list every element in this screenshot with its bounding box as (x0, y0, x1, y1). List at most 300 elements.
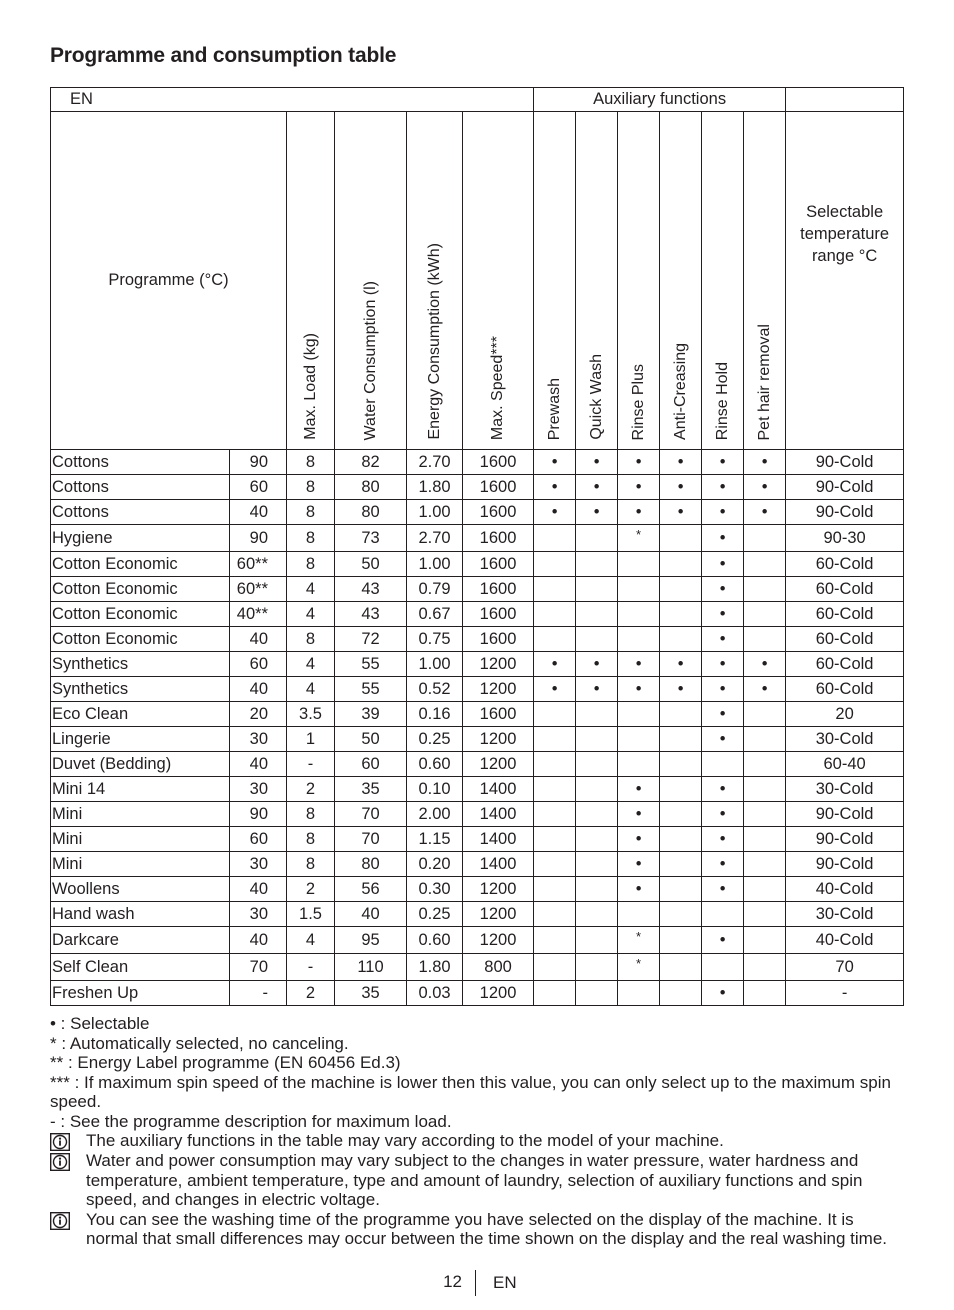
energy-consumption-cell: 0.20 (407, 852, 463, 877)
rinse-hold-cell: • (702, 827, 744, 852)
prewash-cell (534, 702, 576, 727)
anti-creasing-cell (660, 981, 702, 1006)
pet-hair-removal-cell (744, 727, 786, 752)
pet-hair-removal-cell: • (744, 450, 786, 475)
programme-temp-cell: 40 (230, 877, 287, 902)
page-footer (0, 1270, 954, 1296)
pet-hair-removal-cell (744, 552, 786, 577)
programme-temp-cell: 30 (230, 852, 287, 877)
info-note-text: The auxiliary functions in the table may vary according to the model of your machine. (86, 1131, 724, 1150)
energy-consumption-cell: 2.00 (407, 802, 463, 827)
programme-temp-cell: 60 (230, 652, 287, 677)
prewash-header-label: Prewash (545, 377, 563, 440)
programme-temp-cell: 40 (230, 677, 287, 702)
programme-temp-cell: 40 (230, 752, 287, 777)
table-row (51, 652, 904, 677)
table-row (51, 677, 904, 702)
temperature-range-cell: 30-Cold (786, 727, 904, 752)
max-load-cell: 4 (287, 602, 335, 627)
programme-name-cell: Mini (51, 852, 230, 877)
table-row (51, 877, 904, 902)
programme-temp-cell: 60** (230, 577, 287, 602)
prewash-cell (534, 877, 576, 902)
temperature-range-cell: 70 (786, 954, 904, 981)
max-speed-cell: 1600 (463, 500, 534, 525)
max-speed-cell: 1400 (463, 852, 534, 877)
max-load-cell: 1.5 (287, 902, 335, 927)
max-load-cell: 8 (287, 500, 335, 525)
temperature-range-cell: 90-Cold (786, 802, 904, 827)
rinse-plus-cell: • (618, 677, 660, 702)
water-consumption-cell: 70 (335, 802, 407, 827)
programme-header: Programme (°C) (51, 112, 287, 450)
programme-name-cell: Cotton Economic (51, 552, 230, 577)
programme-table (50, 87, 904, 1006)
lang-header-cell: EN (51, 88, 534, 112)
temperature-range-cell: - (786, 981, 904, 1006)
max-load-cell: 8 (287, 450, 335, 475)
rinse-plus-cell: • (618, 475, 660, 500)
info-note (50, 1151, 908, 1210)
legend-note: ** : Energy Label programme (EN 60456 Ed.3) (50, 1053, 401, 1072)
programme-name-cell: Hygiene (51, 525, 230, 552)
anti-creasing-cell (660, 954, 702, 981)
programme-name-cell: Synthetics (51, 652, 230, 677)
water-consumption-cell: 50 (335, 552, 407, 577)
temperature-range-cell: 60-Cold (786, 652, 904, 677)
programme-name-cell: Cotton Economic (51, 627, 230, 652)
quick-wash-cell: • (576, 652, 618, 677)
rinse-plus-cell (618, 552, 660, 577)
anti-creasing-cell (660, 852, 702, 877)
footer-language: EN (493, 1273, 517, 1292)
rinse-plus-cell: • (618, 877, 660, 902)
legend-note: • : Selectable (50, 1014, 150, 1033)
max-load-header (287, 112, 335, 450)
temperature-range-cell: 90-30 (786, 525, 904, 552)
pet-hair-removal-cell (744, 877, 786, 902)
rinse-hold-cell: • (702, 981, 744, 1006)
info-note (50, 1131, 908, 1151)
programme-temp-cell: 90 (230, 525, 287, 552)
max-load-cell: 4 (287, 652, 335, 677)
water-consumption-cell: 110 (335, 954, 407, 981)
programme-name-cell: Lingerie (51, 727, 230, 752)
water-consumption-cell: 56 (335, 877, 407, 902)
temperature-range-cell: 90-Cold (786, 500, 904, 525)
rinse-plus-cell: • (618, 827, 660, 852)
max-speed-cell: 1200 (463, 677, 534, 702)
max-speed-cell: 1600 (463, 475, 534, 500)
anti-creasing-cell (660, 627, 702, 652)
max-speed-header-label: Max. Speed*** (489, 335, 507, 440)
energy-consumption-cell: 0.10 (407, 777, 463, 802)
programme-temp-cell: 20 (230, 702, 287, 727)
quick-wash-cell (576, 902, 618, 927)
info-note (50, 1210, 908, 1249)
water-consumption-cell: 43 (335, 602, 407, 627)
pet-hair-removal-cell (744, 954, 786, 981)
quick-wash-cell (576, 927, 618, 954)
rinse-hold-cell: • (702, 475, 744, 500)
prewash-cell (534, 627, 576, 652)
pet-hair-removal-cell (744, 627, 786, 652)
water-consumption-cell: 95 (335, 927, 407, 954)
rinse-hold-cell: • (702, 627, 744, 652)
programme-temp-cell: 40 (230, 500, 287, 525)
max-speed-cell: 1200 (463, 652, 534, 677)
rinse-plus-cell (618, 981, 660, 1006)
max-load-cell: 1 (287, 727, 335, 752)
temperature-range-cell: 40-Cold (786, 927, 904, 954)
quick-wash-header (576, 112, 618, 450)
pet-hair-removal-cell (744, 852, 786, 877)
table-row (51, 552, 904, 577)
anti-creasing-cell (660, 777, 702, 802)
rinse-plus-header-label: Rinse Plus (629, 363, 647, 440)
energy-consumption-cell: 1.00 (407, 500, 463, 525)
prewash-cell (534, 777, 576, 802)
anti-creasing-cell (660, 552, 702, 577)
anti-creasing-cell (660, 525, 702, 552)
max-load-cell: 8 (287, 802, 335, 827)
prewash-cell: • (534, 677, 576, 702)
rinse-hold-cell: • (702, 927, 744, 954)
quick-wash-cell (576, 577, 618, 602)
water-consumption-cell: 73 (335, 525, 407, 552)
anti-creasing-cell: • (660, 677, 702, 702)
energy-consumption-header-label: Energy Consumption (kWh) (425, 243, 443, 440)
water-consumption-cell: 80 (335, 475, 407, 500)
water-consumption-cell: 40 (335, 902, 407, 927)
programme-temp-cell: 30 (230, 902, 287, 927)
max-load-cell: 4 (287, 677, 335, 702)
max-speed-cell: 1200 (463, 927, 534, 954)
programme-temp-cell: 30 (230, 727, 287, 752)
rinse-hold-cell: • (702, 450, 744, 475)
prewash-cell (534, 577, 576, 602)
max-load-cell: 8 (287, 627, 335, 652)
quick-wash-header-label: Quick Wash (587, 354, 605, 440)
quick-wash-cell (576, 627, 618, 652)
rinse-hold-cell: • (702, 802, 744, 827)
rinse-hold-cell: • (702, 777, 744, 802)
energy-consumption-cell: 0.16 (407, 702, 463, 727)
rinse-hold-cell (702, 954, 744, 981)
max-load-cell: 8 (287, 552, 335, 577)
rinse-hold-cell: • (702, 602, 744, 627)
max-speed-cell: 1400 (463, 827, 534, 852)
rinse-plus-cell: • (618, 500, 660, 525)
anti-creasing-cell (660, 727, 702, 752)
pet-hair-removal-cell (744, 577, 786, 602)
table-row (51, 627, 904, 652)
table-row (51, 702, 904, 727)
max-load-cell: 8 (287, 525, 335, 552)
anti-creasing-cell: • (660, 500, 702, 525)
max-speed-cell: 1600 (463, 552, 534, 577)
anti-creasing-cell: • (660, 450, 702, 475)
pet-hair-removal-cell: • (744, 677, 786, 702)
rinse-hold-cell: • (702, 877, 744, 902)
prewash-header (534, 112, 576, 450)
rinse-hold-cell: • (702, 525, 744, 552)
programme-temp-cell: 90 (230, 450, 287, 475)
quick-wash-cell (576, 752, 618, 777)
water-consumption-cell: 82 (335, 450, 407, 475)
quick-wash-cell: • (576, 677, 618, 702)
prewash-cell (534, 552, 576, 577)
legend-note: - : See the programme description for maximum load. (50, 1111, 452, 1131)
table-row (51, 577, 904, 602)
temperature-range-cell: 30-Cold (786, 902, 904, 927)
rinse-hold-cell: • (702, 500, 744, 525)
programme-name-cell: Eco Clean (51, 702, 230, 727)
anti-creasing-cell (660, 877, 702, 902)
temperature-range-cell: 60-40 (786, 752, 904, 777)
rinse-hold-cell: • (702, 552, 744, 577)
programme-name-cell: Hand wash (51, 902, 230, 927)
anti-creasing-cell (660, 602, 702, 627)
anti-creasing-cell (660, 802, 702, 827)
programme-temp-cell: 40 (230, 927, 287, 954)
prewash-cell (534, 802, 576, 827)
pet-hair-removal-cell (744, 702, 786, 727)
programme-name-cell: Freshen Up (51, 981, 230, 1006)
pet-hair-removal-cell: • (744, 475, 786, 500)
anti-creasing-cell (660, 827, 702, 852)
table-row (51, 450, 904, 475)
rinse-hold-cell: • (702, 727, 744, 752)
max-load-cell: 4 (287, 577, 335, 602)
rinse-plus-cell: • (618, 450, 660, 475)
water-consumption-cell: 55 (335, 677, 407, 702)
programme-temp-cell: 60 (230, 475, 287, 500)
rinse-hold-header-label: Rinse Hold (713, 361, 731, 440)
water-consumption-cell: 60 (335, 752, 407, 777)
pet-hair-removal-cell (744, 927, 786, 954)
quick-wash-cell (576, 802, 618, 827)
info-icon-wrap (50, 1131, 86, 1151)
energy-consumption-cell: 0.25 (407, 902, 463, 927)
quick-wash-cell (576, 552, 618, 577)
max-speed-cell: 1600 (463, 525, 534, 552)
info-note-text: You can see the washing time of the programme you have selected on the display of the machine. It is normal that small differences may occur between the time shown on the display and the real washing time. (86, 1209, 887, 1248)
prewash-cell (534, 852, 576, 877)
energy-consumption-cell: 0.03 (407, 981, 463, 1006)
rinse-plus-cell: * (618, 525, 660, 552)
energy-consumption-cell: 2.70 (407, 525, 463, 552)
quick-wash-cell (576, 777, 618, 802)
rinse-hold-cell (702, 752, 744, 777)
pet-hair-removal-header (744, 112, 786, 450)
programme-temp-cell: 40** (230, 602, 287, 627)
energy-consumption-cell: 2.70 (407, 450, 463, 475)
water-consumption-header-label: Water Consumption (l) (361, 280, 379, 440)
temperature-range-cell: 60-Cold (786, 577, 904, 602)
programme-name-cell: Cottons (51, 450, 230, 475)
programme-temp-cell: 70 (230, 954, 287, 981)
programme-temp-cell: 30 (230, 777, 287, 802)
energy-consumption-cell: 0.60 (407, 752, 463, 777)
table-row (51, 927, 904, 954)
rinse-plus-cell (618, 727, 660, 752)
energy-consumption-cell: 0.30 (407, 877, 463, 902)
temperature-range-cell: 20 (786, 702, 904, 727)
quick-wash-cell: • (576, 500, 618, 525)
quick-wash-cell (576, 727, 618, 752)
programme-temp-cell: 90 (230, 802, 287, 827)
footer-divider (475, 1270, 476, 1296)
aux-functions-header: Auxiliary functions (534, 88, 786, 112)
page-number: 12 (443, 1272, 462, 1291)
max-speed-cell: 1200 (463, 877, 534, 902)
empty-header-cell (786, 88, 904, 112)
max-load-cell: - (287, 954, 335, 981)
energy-consumption-cell: 1.00 (407, 552, 463, 577)
rinse-plus-cell: • (618, 777, 660, 802)
water-consumption-cell: 35 (335, 777, 407, 802)
water-consumption-cell: 80 (335, 500, 407, 525)
temperature-range-cell: 30-Cold (786, 777, 904, 802)
max-load-header-label: Max. Load (kg) (301, 333, 319, 440)
programme-temp-cell: - (230, 981, 287, 1006)
legend-note: *** : If maximum spin speed of the machine is lower then this value, you can only select up to the maximum spin speed. (50, 1072, 891, 1111)
legend-note: * : Automatically selected, no canceling. (50, 1033, 349, 1053)
prewash-cell: • (534, 500, 576, 525)
programme-name-cell: Mini 14 (51, 777, 230, 802)
prewash-cell (534, 827, 576, 852)
table-row (51, 852, 904, 877)
legend-notes (50, 1014, 908, 1249)
table-row (51, 525, 904, 552)
water-consumption-cell: 35 (335, 981, 407, 1006)
table-row (51, 902, 904, 927)
table-row (51, 500, 904, 525)
table-row (51, 475, 904, 500)
rinse-plus-header (618, 112, 660, 450)
energy-consumption-cell: 0.79 (407, 577, 463, 602)
prewash-cell (534, 981, 576, 1006)
max-load-cell: 8 (287, 475, 335, 500)
anti-creasing-cell (660, 577, 702, 602)
table-row (51, 727, 904, 752)
quick-wash-cell: • (576, 475, 618, 500)
pet-hair-removal-cell (744, 525, 786, 552)
programme-name-cell: Cottons (51, 475, 230, 500)
quick-wash-cell (576, 702, 618, 727)
quick-wash-cell (576, 525, 618, 552)
rinse-hold-cell: • (702, 652, 744, 677)
rinse-plus-cell (618, 702, 660, 727)
temperature-range-cell: 60-Cold (786, 552, 904, 577)
temperature-range-cell: 60-Cold (786, 627, 904, 652)
quick-wash-cell: • (576, 450, 618, 475)
energy-consumption-cell: 0.67 (407, 602, 463, 627)
max-speed-cell: 1600 (463, 450, 534, 475)
max-load-cell: - (287, 752, 335, 777)
anti-creasing-cell (660, 927, 702, 954)
prewash-cell: • (534, 450, 576, 475)
max-speed-header (463, 112, 534, 450)
pet-hair-removal-cell (744, 902, 786, 927)
info-icon (50, 1212, 86, 1230)
temperature-range-cell: 90-Cold (786, 475, 904, 500)
quick-wash-cell (576, 827, 618, 852)
programme-name-cell: Cotton Economic (51, 577, 230, 602)
water-consumption-header (335, 112, 407, 450)
quick-wash-cell (576, 602, 618, 627)
programme-name-cell: Cotton Economic (51, 602, 230, 627)
pet-hair-removal-cell: • (744, 652, 786, 677)
anti-creasing-cell (660, 752, 702, 777)
pet-hair-removal-cell (744, 752, 786, 777)
info-icon-wrap (50, 1210, 86, 1230)
table-row (51, 954, 904, 981)
prewash-cell (534, 752, 576, 777)
max-load-cell: 3.5 (287, 702, 335, 727)
max-speed-cell: 1400 (463, 802, 534, 827)
max-speed-cell: 1600 (463, 702, 534, 727)
prewash-cell: • (534, 475, 576, 500)
pet-hair-removal-cell (744, 602, 786, 627)
anti-creasing-cell: • (660, 652, 702, 677)
energy-consumption-cell: 1.15 (407, 827, 463, 852)
max-speed-cell: 800 (463, 954, 534, 981)
max-speed-cell: 1400 (463, 777, 534, 802)
temperature-range-cell: 90-Cold (786, 852, 904, 877)
rinse-hold-cell: • (702, 702, 744, 727)
pet-hair-removal-cell (744, 981, 786, 1006)
max-speed-cell: 1200 (463, 727, 534, 752)
rinse-plus-cell: * (618, 927, 660, 954)
rinse-plus-cell (618, 602, 660, 627)
rinse-plus-cell (618, 902, 660, 927)
energy-consumption-cell: 0.75 (407, 627, 463, 652)
table-row (51, 802, 904, 827)
anti-creasing-cell (660, 702, 702, 727)
rinse-plus-cell (618, 752, 660, 777)
table-row (51, 777, 904, 802)
anti-creasing-cell (660, 902, 702, 927)
max-speed-cell: 1200 (463, 902, 534, 927)
temperature-range-cell: 40-Cold (786, 877, 904, 902)
rinse-hold-cell: • (702, 677, 744, 702)
max-load-cell: 2 (287, 877, 335, 902)
programme-name-cell: Self Clean (51, 954, 230, 981)
temperature-range-header: Selectable temperature range °C (786, 112, 904, 450)
table-row (51, 602, 904, 627)
rinse-hold-cell (702, 902, 744, 927)
max-speed-cell: 1600 (463, 577, 534, 602)
quick-wash-cell (576, 877, 618, 902)
rinse-plus-cell (618, 627, 660, 652)
energy-consumption-cell: 1.80 (407, 954, 463, 981)
pet-hair-removal-cell (744, 777, 786, 802)
max-load-cell: 4 (287, 927, 335, 954)
water-consumption-cell: 80 (335, 852, 407, 877)
pet-hair-removal-header-label: Pet hair removal (755, 323, 773, 440)
info-icon-wrap (50, 1151, 86, 1171)
prewash-cell (534, 602, 576, 627)
temperature-range-cell: 90-Cold (786, 450, 904, 475)
water-consumption-cell: 55 (335, 652, 407, 677)
table-row (51, 981, 904, 1006)
max-load-cell: 2 (287, 777, 335, 802)
quick-wash-cell (576, 954, 618, 981)
max-speed-cell: 1600 (463, 627, 534, 652)
prewash-cell: • (534, 652, 576, 677)
